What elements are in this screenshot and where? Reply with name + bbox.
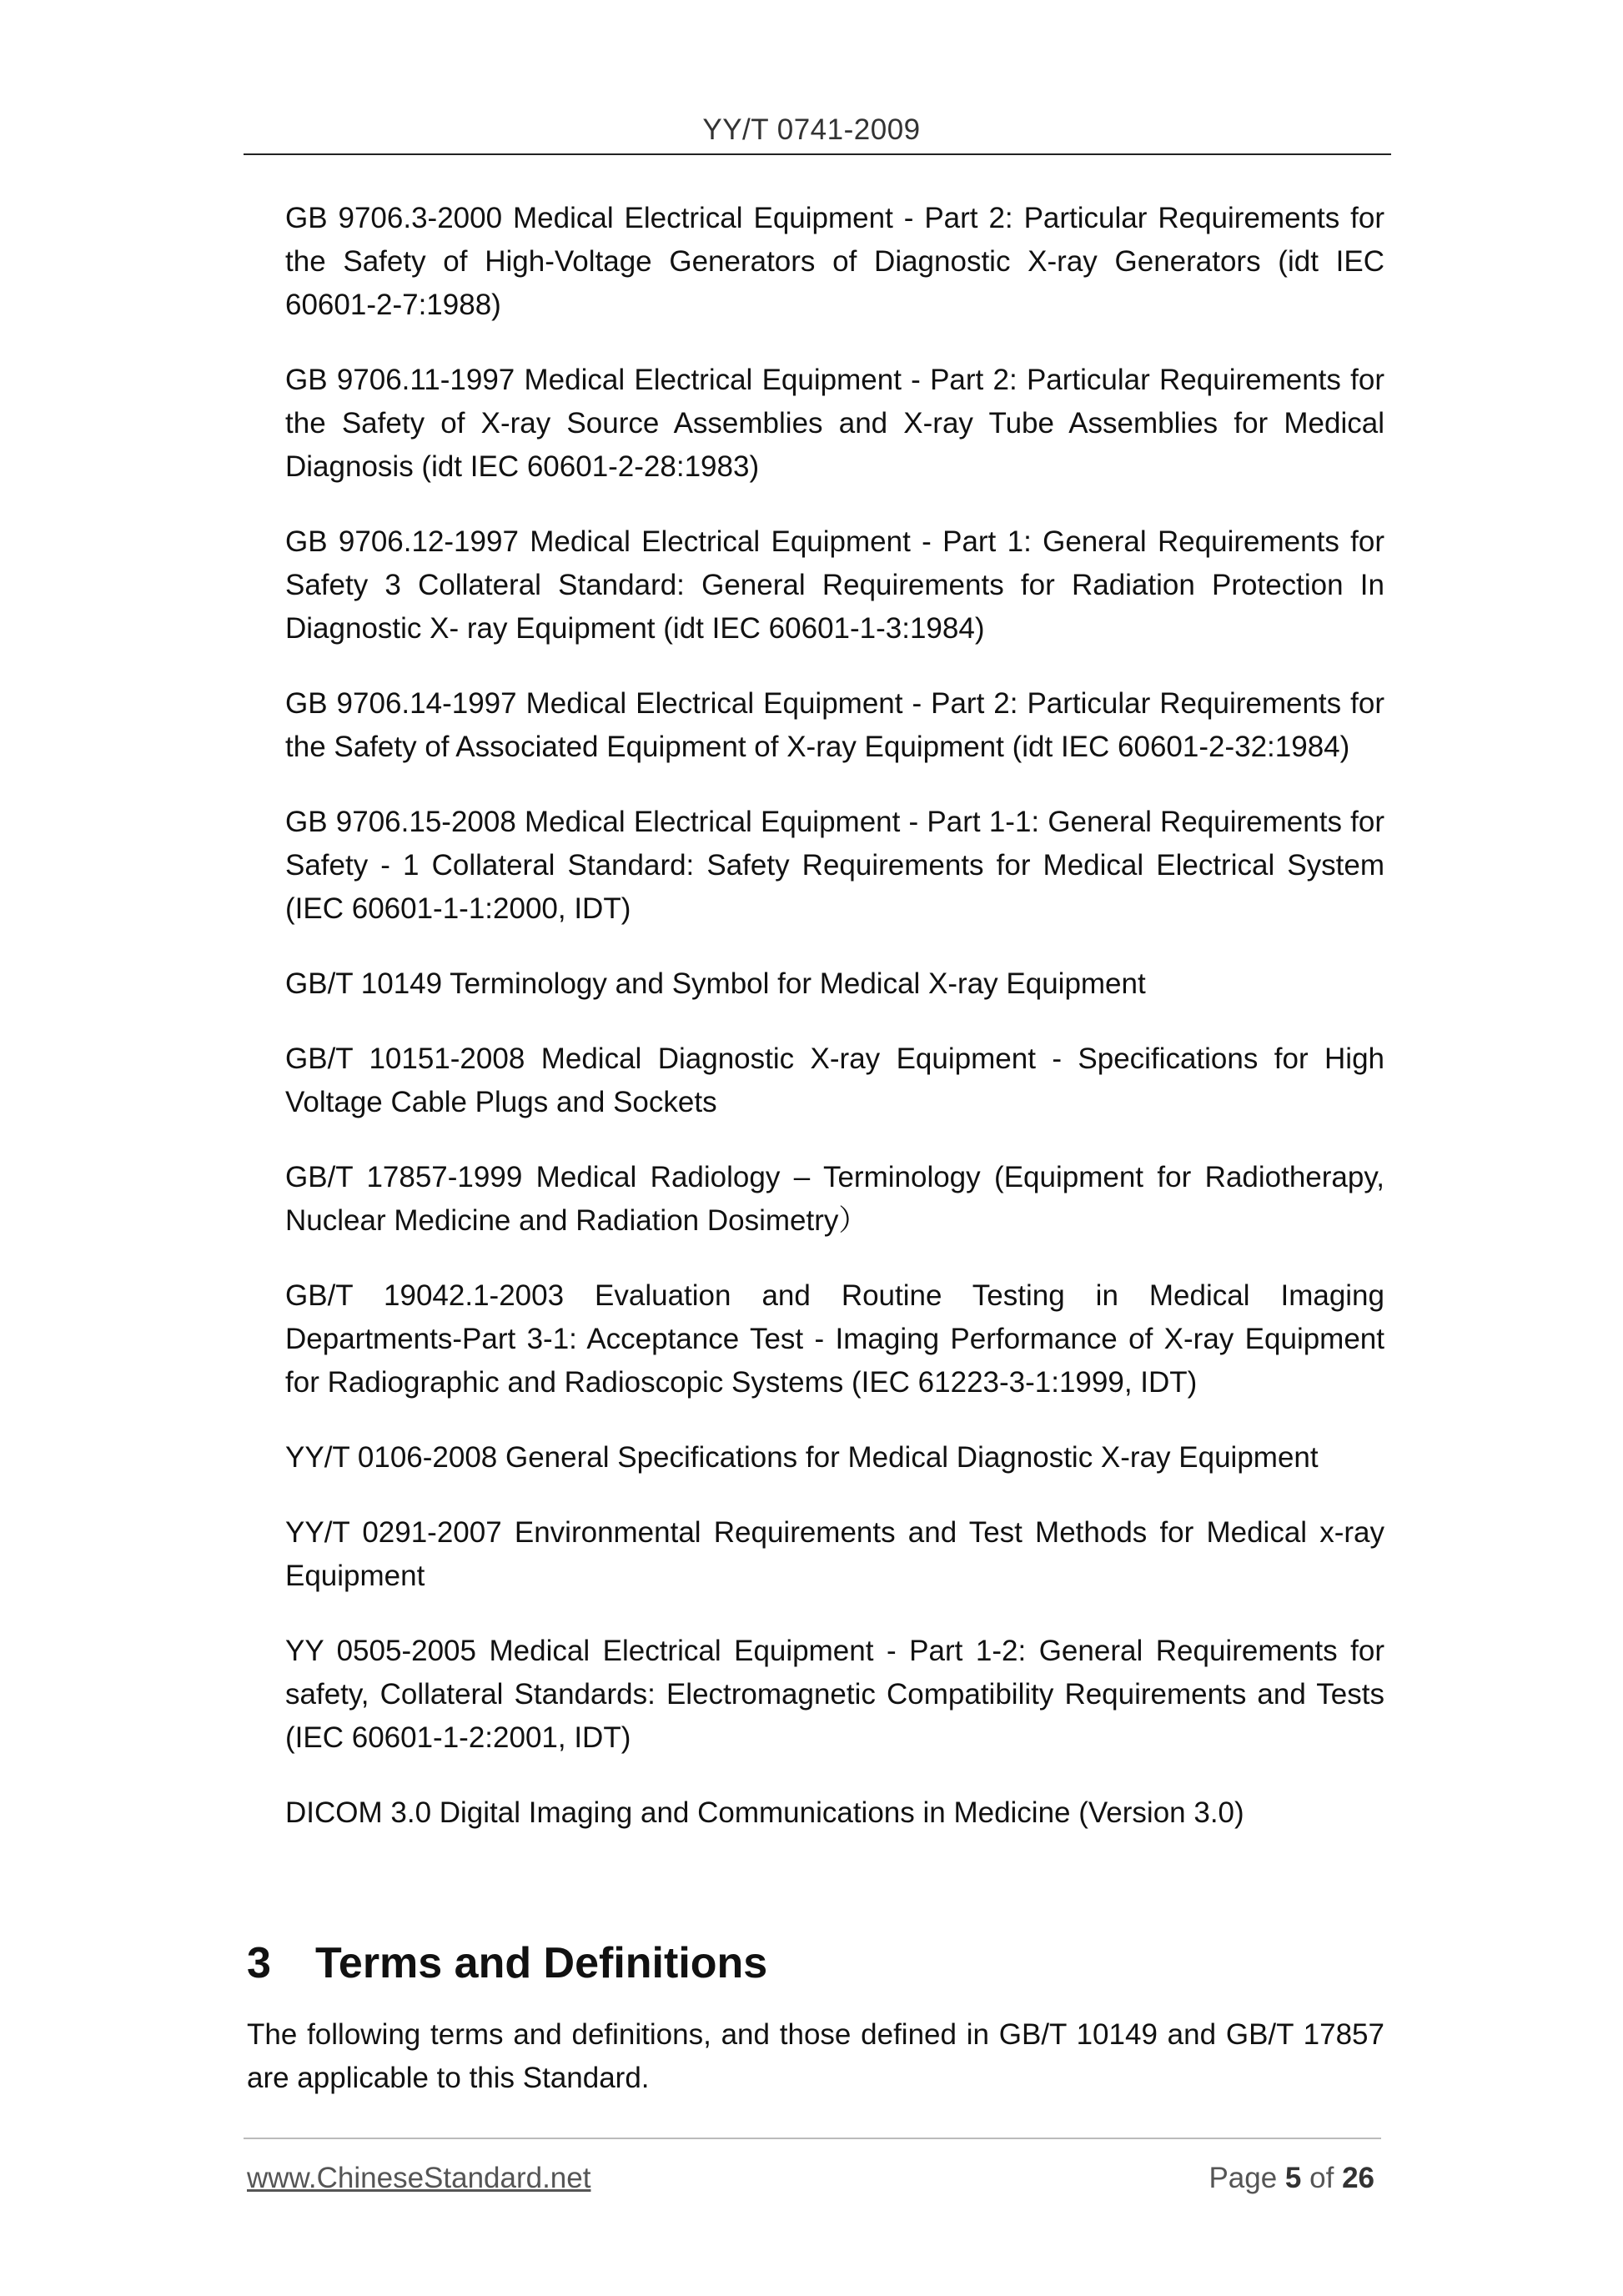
reference-item: GB 9706.11-1997 Medical Electrical Equipment - Part 2: Particular Requirements for the Safety of X-ray Source Assemblies and X-ray Tube Assemblies for Medical Diagnosis (idt IEC 60601-2-28:1983) (285, 364, 1384, 483)
reference-item: GB/T 17857-1999 Medical Radiology – Terminology (Equipment for Radiotherapy, Nuclear Medicine and Radiation Dosimetry） (285, 1161, 1384, 1237)
reference-item: YY 0505-2005 Medical Electrical Equipment - Part 1-2: General Requirements for safety, Collateral Standards: Electromagnetic Compatibility Requirements and Tests (IEC 60601-1-2:2001, IDT) (285, 1635, 1384, 1754)
reference-item: GB 9706.15-2008 Medical Electrical Equipment - Part 1-1: General Requirements for Safety - 1 Collateral Standard: Safety Requirements for Medical Electrical System (IEC 60601-1-1:2000, IDT) (285, 806, 1384, 925)
normative-references-list (285, 197, 1384, 1866)
page-current: 5 (1284, 2162, 1302, 2194)
reference-item: GB 9706.3-2000 Medical Electrical Equipment - Part 2: Particular Requirements for the Safety of High-Voltage Generators of Diagnostic X-ray Generators (idt IEC 60601-2-7:1988) (285, 202, 1384, 321)
section-number: 3 (247, 1939, 271, 1987)
page-label: Page (1208, 2162, 1278, 2194)
page-total: 26 (1342, 2162, 1374, 2194)
reference-item: GB 9706.12-1997 Medical Electrical Equipment - Part 1: General Requirements for Safety 3 Collateral Standard: General Requirements for Radiation Protection In Diagnostic X- ray Equipment (idt IEC 60601-1-3:1984) (285, 525, 1384, 645)
reference-item: GB 9706.14-1997 Medical Electrical Equipment - Part 2: Particular Requirements for the Safety of Associated Equipment of X-ray Equipment (idt IEC 60601-2-32:1984) (285, 687, 1384, 763)
reference-item: GB/T 10151-2008 Medical Diagnostic X-ray Equipment - Specifications for High Voltage Cable Plugs and Sockets (285, 1042, 1384, 1118)
reference-item: DICOM 3.0 Digital Imaging and Communications in Medicine (Version 3.0) (285, 1796, 1244, 1829)
footer-divider (244, 2138, 1381, 2139)
reference-item: YY/T 0291-2007 Environmental Requirements and Test Methods for Medical x-ray Equipment (285, 1516, 1384, 1592)
section-heading (247, 1938, 767, 1988)
reference-item: YY/T 0106-2008 General Specifications for Medical Diagnostic X-ray Equipment (285, 1441, 1319, 1474)
reference-item: GB/T 19042.1-2003 Evaluation and Routine Testing in Medical Imaging Departments-Part 3-1: Acceptance Test - Imaging Performance of X-ray Equipment for Radiographic and Radioscopic Systems (IEC 61223-3-1:1999, IDT) (285, 1279, 1384, 1399)
website-link[interactable]: www.ChineseStandard.net (247, 2162, 591, 2194)
document-id-header: YY/T 0741-2009 (702, 113, 921, 146)
reference-item: GB/T 10149 Terminology and Symbol for Medical X-ray Equipment (285, 967, 1146, 1000)
section-title: Terms and Definitions (315, 1939, 768, 1987)
page-of-label: of (1309, 2162, 1334, 2194)
section-intro-paragraph: The following terms and definitions, and those defined in GB/T 10149 and GB/T 17857 are applicable to this Standard. (247, 2018, 1384, 2094)
header-divider (244, 153, 1391, 155)
page-number (1208, 2162, 1374, 2195)
